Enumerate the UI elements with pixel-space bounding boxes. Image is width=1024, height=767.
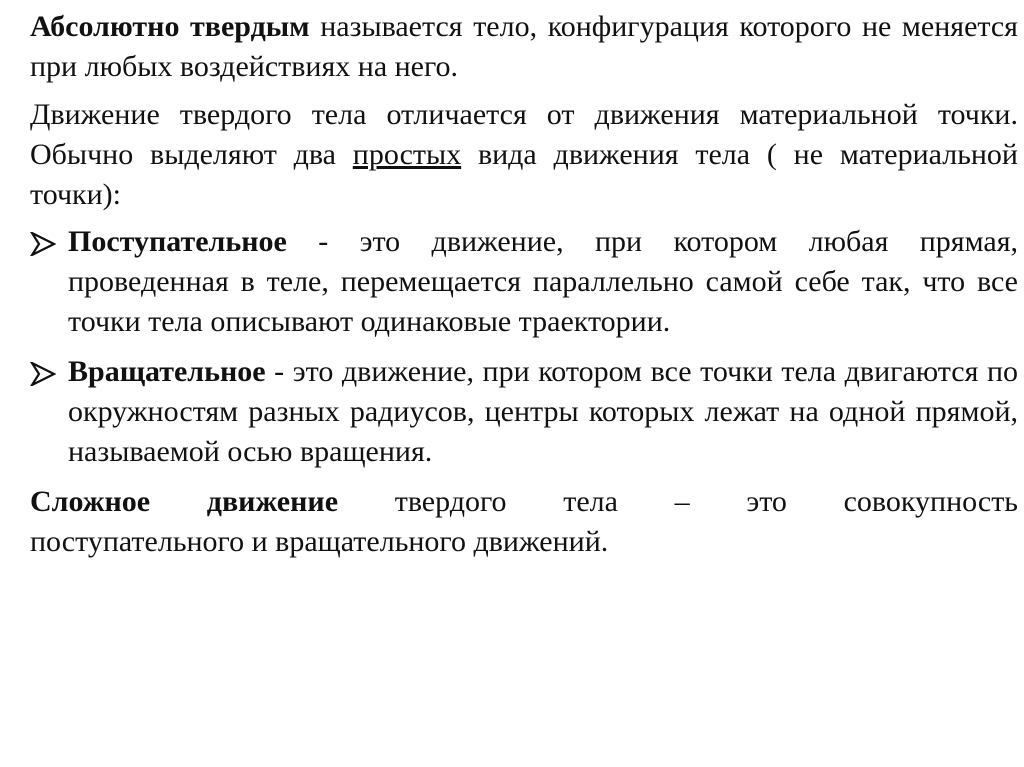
- complex-motion-line-1: [30, 482, 1018, 522]
- bullet-term-rotational: Вращательное: [68, 355, 266, 388]
- definition-paragraph: [30, 7, 1018, 87]
- definition-text: называется тело, конфигурация которого не меняется при любых воздействиях на него.: [30, 10, 1018, 83]
- underlined-word: простых: [352, 138, 462, 171]
- motion-intro-text-end: вида движения тела ( не материальной точки):: [30, 138, 1018, 211]
- bullet-item-translational: [30, 222, 1018, 342]
- complex-motion-text: твердого тела – это совокупность: [338, 485, 1018, 518]
- bullet-text-translational: - это движение, при котором любая прямая, проведенная в теле, перемещается параллельно самой себе так, что все точки тела описывают одинаковые траектории.: [68, 225, 1018, 338]
- bullet-item-rotational: [30, 352, 1018, 472]
- motion-intro-text-start: Движение твердого тела отличается от движения материальной точки. Обычно выделяют два: [30, 98, 1018, 171]
- slide-text: [30, 7, 1018, 562]
- motion-intro-paragraph: [30, 95, 1018, 215]
- hollow-arrowhead-bullet-icon: [30, 362, 56, 386]
- bullet-term-translational: Поступательное: [68, 225, 287, 258]
- complex-motion-term: Сложное движение: [30, 485, 339, 518]
- complex-motion-paragraph: [30, 482, 1018, 562]
- hollow-arrowhead-bullet-icon: [30, 232, 56, 256]
- definition-term: Абсолютно твердым: [30, 10, 310, 43]
- complex-motion-line-2: поступательного и вращательного движений.: [30, 525, 609, 558]
- bullet-text-rotational: - это движение, при котором все точки тела двигаются по окружностям разных радиусов, центры которых лежат на одной прямой, называемой осью вращения.: [68, 355, 1018, 468]
